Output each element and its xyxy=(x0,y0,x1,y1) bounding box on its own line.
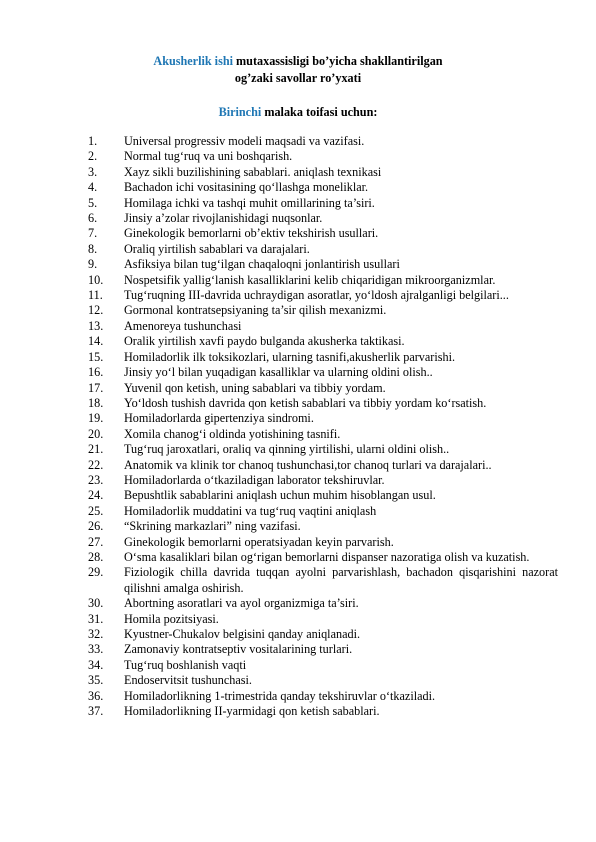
question-text: Nospetsifik yallig‘lanish kasalliklarini kelib chiqaridigan mikroorganizmlar. xyxy=(124,272,496,287)
question-number: 26. xyxy=(88,519,104,534)
question-item xyxy=(88,257,558,272)
question-item xyxy=(88,458,558,473)
question-item xyxy=(88,303,558,318)
question-item xyxy=(88,442,558,457)
question-item xyxy=(88,165,558,180)
question-number: 36. xyxy=(88,688,104,703)
question-number: 28. xyxy=(88,549,104,564)
question-number: 16. xyxy=(88,365,104,380)
question-number: 33. xyxy=(88,642,104,657)
question-item xyxy=(88,396,558,411)
question-item xyxy=(88,365,558,380)
question-number: 2. xyxy=(88,149,98,164)
question-item xyxy=(88,196,558,211)
question-number: 32. xyxy=(88,627,104,641)
question-text: Tug‘ruq boshlanish vaqti xyxy=(124,657,247,672)
question-number: 4. xyxy=(88,180,98,195)
question-text: Bachadon ichi vositasining qo‘llashga moneliklar. xyxy=(124,180,369,195)
question-number: 18. xyxy=(88,395,104,410)
question-number: 20. xyxy=(88,426,104,441)
question-number: 34. xyxy=(88,657,104,672)
question-text: Homiladorlik muddatini va tug‘ruq vaqtini aniqlash xyxy=(124,503,377,518)
question-text: Tug‘ruqning III-davrida uchraydigan asoratlar, yo‘ldosh ajralganligi belgilari... xyxy=(124,288,509,303)
question-number: 1. xyxy=(88,134,98,148)
specialty-name: Akusherlik ishi xyxy=(153,54,233,68)
question-item xyxy=(88,473,558,488)
question-item xyxy=(88,273,558,288)
question-item xyxy=(88,565,558,596)
question-text: “Skrining markazlari” ning vazifasi. xyxy=(124,519,301,534)
question-number: 27. xyxy=(88,534,104,549)
category-name: Birinchi xyxy=(218,105,262,119)
question-number: 13. xyxy=(88,318,104,333)
question-text: Xayz sikli buzilishining sabablari. aniqlash texnikasi xyxy=(124,164,382,179)
question-text: Yo‘ldosh tushish davrida qon ketish sabablari va tibbiy yordam ko‘rsatish. xyxy=(124,395,487,410)
question-number: 7. xyxy=(88,226,98,241)
question-text: Oralik yirtilish xavfi paydo bulganda akusherka taktikasi. xyxy=(124,334,405,349)
document-title-line2: og’zaki savollar ro’yxati xyxy=(234,71,362,85)
question-number: 15. xyxy=(88,349,104,364)
question-text: Homiladorlikning II-yarmidagi qon ketish sabablari. xyxy=(124,704,380,719)
question-item xyxy=(88,350,558,365)
question-list xyxy=(88,134,558,719)
question-text: Asfiksiya bilan tug‘ilgan chaqaloqni jonlantirish usullari xyxy=(124,257,400,272)
question-item xyxy=(88,319,558,334)
question-item xyxy=(88,381,558,396)
question-item xyxy=(88,642,558,657)
question-text: Universal progressiv modeli maqsadi va vazifasi. xyxy=(124,134,365,148)
question-item xyxy=(88,658,558,673)
question-text: Homila pozitsiyasi. xyxy=(124,611,219,626)
category-text: malaka toifasi uchun: xyxy=(261,105,378,119)
question-text: Homiladorlarda o‘tkaziladigan laborator tekshiruvlar. xyxy=(124,472,385,487)
question-number: 35. xyxy=(88,673,104,688)
question-item xyxy=(88,180,558,195)
question-number: 37. xyxy=(88,704,104,719)
question-number: 25. xyxy=(88,503,104,518)
question-number: 11. xyxy=(88,288,103,303)
question-number: 23. xyxy=(88,472,104,487)
question-item xyxy=(88,689,558,704)
question-number: 29. xyxy=(88,565,104,580)
question-text: Jinsiy a’zolar rivojlanishidagi nuqsonlar. xyxy=(124,211,323,226)
document-title-line1 xyxy=(0,54,596,69)
question-item xyxy=(88,519,558,534)
question-number: 12. xyxy=(88,303,104,318)
question-text: Bepushtlik sabablarini aniqlash uchun muhim hisoblangan usul. xyxy=(124,488,436,503)
question-text: Oraliq yirtilish sabablari va darajalari. xyxy=(124,241,310,256)
question-text: Homilaga ichki va tashqi muhit omillarining ta’siri. xyxy=(124,195,375,210)
question-text: Normal tug‘ruq va uni boshqarish. xyxy=(124,149,293,164)
question-number: 22. xyxy=(88,457,104,472)
question-text: Tug‘ruq jaroxatlari, oraliq va qinning yirtilishi, ularni oldini olish.. xyxy=(124,442,450,457)
question-number: 5. xyxy=(88,195,98,210)
question-item xyxy=(88,704,558,719)
question-item xyxy=(88,288,558,303)
question-number: 31. xyxy=(88,611,104,626)
question-item xyxy=(88,226,558,241)
question-item xyxy=(88,411,558,426)
question-number: 19. xyxy=(88,411,104,426)
question-text: Kyustner-Chukalov belgisini qanday aniqlanadi. xyxy=(124,627,361,641)
question-item xyxy=(88,550,558,565)
question-text: Zamonaviy kontratseptiv vositalarining turlari. xyxy=(124,642,353,657)
question-text: Xomila chanog‘i oldinda yotishining tasnifi. xyxy=(124,426,341,441)
question-item xyxy=(88,488,558,503)
question-number: 30. xyxy=(88,596,104,611)
question-number: 10. xyxy=(88,272,104,287)
question-text: Anatomik va klinik tor chanoq tushunchasi,tor chanoq turlari va darajalari.. xyxy=(124,457,492,472)
question-item xyxy=(88,627,558,642)
question-item xyxy=(88,334,558,349)
question-item xyxy=(88,596,558,611)
question-item xyxy=(88,427,558,442)
question-item xyxy=(88,673,558,688)
question-number: 6. xyxy=(88,211,98,226)
title-text: mutaxassisligi bo’yicha shakllantirilgan xyxy=(232,54,443,68)
question-text: Gormonal kontratsepsiyaning ta’sir qilish mexanizmi. xyxy=(124,303,387,318)
question-text: Ginekologik bemorlarni ob’ektiv tekshirish usullari. xyxy=(124,226,379,241)
question-text: Homiladorlarda gipertenziya sindromi. xyxy=(124,411,314,426)
question-number: 3. xyxy=(88,164,98,179)
question-number: 8. xyxy=(88,241,98,256)
question-item xyxy=(88,535,558,550)
question-item xyxy=(88,612,558,627)
question-item xyxy=(88,504,558,519)
question-number: 14. xyxy=(88,334,104,349)
question-item xyxy=(88,211,558,226)
question-text: Yuvenil qon ketish, uning sabablari va tibbiy yordam. xyxy=(124,380,386,395)
question-number: 9. xyxy=(88,257,98,272)
question-item xyxy=(88,149,558,164)
question-text: Endoservitsit tushunchasi. xyxy=(124,673,252,688)
question-number: 21. xyxy=(88,442,104,457)
question-text: Fiziologik chilla davrida tuqqan ayolni parvarishlash, bachadon qisqarishini nazorat qilishni amalga oshirish. xyxy=(124,565,558,595)
question-text: Ginekologik bemorlarni operatsiyadan keyin parvarish. xyxy=(124,534,394,549)
question-text: Homiladorlikning 1-trimestrida qanday tekshiruvlar o‘tkaziladi. xyxy=(124,688,436,703)
question-text: Abortning asoratlari va ayol organizmiga ta’siri. xyxy=(124,596,359,611)
question-text: Homiladorlik ilk toksikozlari, ularning tasnifi,akusherlik parvarishi. xyxy=(124,349,456,364)
question-text: Jinsiy yo‘l bilan yuqadigan kasalliklar va ularning oldini olish.. xyxy=(124,365,433,380)
question-item xyxy=(88,134,558,149)
question-number: 24. xyxy=(88,488,104,503)
question-item xyxy=(88,242,558,257)
category-heading xyxy=(0,105,596,120)
question-text: Amenoreya tushunchasi xyxy=(124,318,242,333)
question-text: O‘sma kasaliklari bilan og‘rigan bemorlarni dispanser nazoratiga olish va kuzatish. xyxy=(124,549,530,564)
question-number: 17. xyxy=(88,380,104,395)
